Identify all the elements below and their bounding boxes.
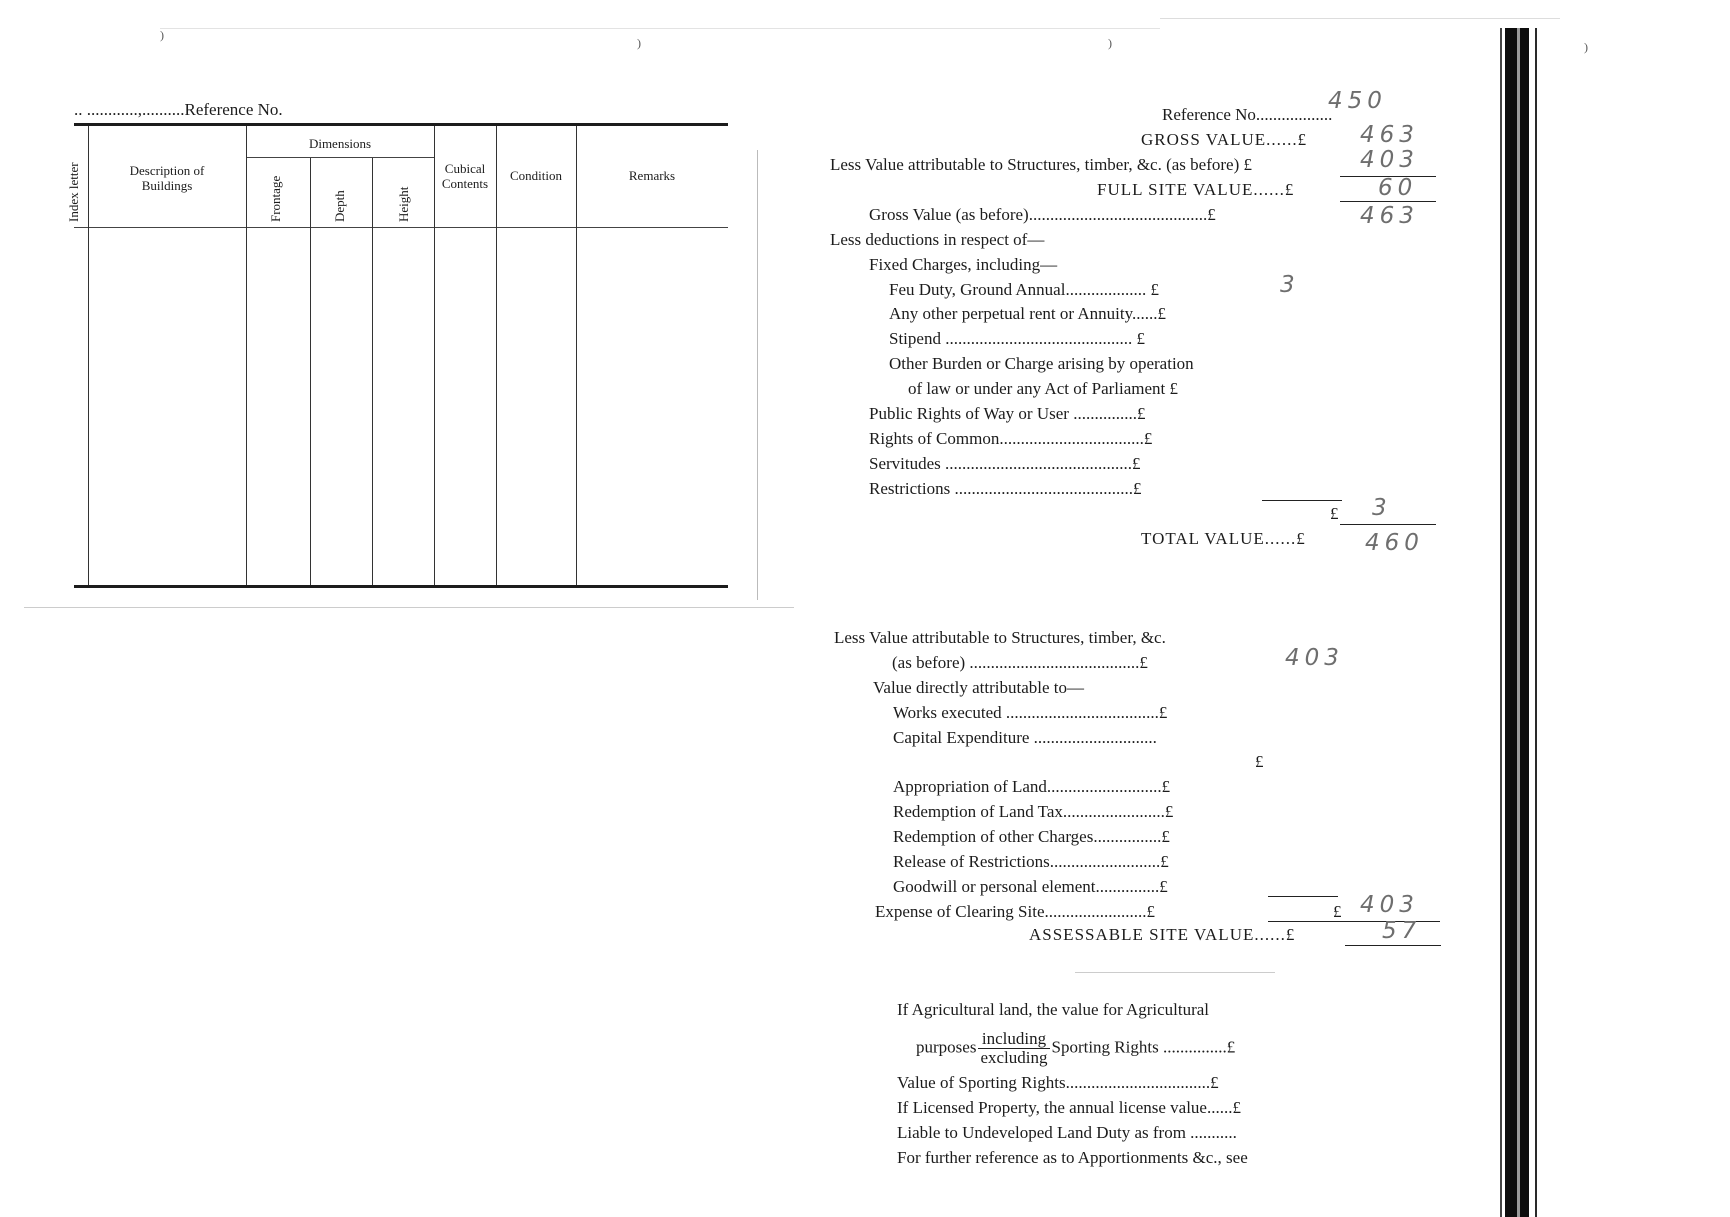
clearing-rule	[1268, 896, 1338, 897]
punch-mark: )	[637, 36, 641, 50]
other-rent-label: Any other perpetual rent or Annuity......£	[889, 304, 1166, 323]
assessable-rule	[1345, 945, 1441, 946]
less-structures-amount: 403	[1360, 147, 1419, 173]
restrictions-label: Restrictions ..........................................£	[869, 479, 1142, 498]
table-top-rule	[74, 123, 728, 126]
less-structures-label: Less Value attributable to Structures, timber, &c. (as before) £	[830, 155, 1252, 174]
agricultural-purposes-line	[916, 1030, 1235, 1067]
deductions-rule	[1262, 500, 1342, 501]
works-executed-label: Works executed ....................................£	[893, 703, 1168, 722]
fixed-charges-label: Fixed Charges, including—	[869, 255, 1058, 274]
buildings-reference-label: .. ............,..........Reference No.	[74, 100, 283, 119]
value-directly-label: Value directly attributable to—	[873, 678, 1085, 697]
undeveloped-land-label: Liable to Undeveloped Land Duty as from ...........	[897, 1123, 1237, 1142]
including-word: including	[978, 1030, 1049, 1049]
top-edge-shadow	[1160, 18, 1560, 19]
total-value-amount: 460	[1365, 530, 1424, 556]
valuation-reference-label: Reference No..................	[1162, 105, 1333, 124]
gross-as-before-label: Gross Value (as before)..........................................£	[869, 205, 1216, 224]
less-structures-2-label-1: Less Value attributable to Structures, timber, &c.	[834, 628, 1166, 647]
column-divider	[246, 126, 247, 585]
assessable-site-value-amount: 57	[1382, 918, 1422, 944]
section-separator	[1075, 972, 1275, 973]
full-site-value-label: FULL SITE VALUE......£	[1097, 180, 1295, 199]
redemption-land-tax-label: Redemption of Land Tax........................£	[893, 802, 1174, 821]
punch-mark: )	[1108, 36, 1112, 50]
redemption-other-label: Redemption of other Charges................£	[893, 827, 1170, 846]
goodwill-label: Goodwill or personal element...............£	[893, 877, 1168, 896]
less-structures-2-label-2: (as before) ........................................£	[892, 653, 1148, 672]
index-letter-header: Index letter	[66, 162, 81, 222]
assessable-site-value-label: ASSESSABLE SITE VALUE......£	[1029, 925, 1296, 944]
less-deductions-label: Less deductions in respect of—	[830, 230, 1045, 249]
punch-mark: )	[1584, 40, 1588, 54]
condition-header: Condition	[509, 168, 562, 183]
deductions-total-rule	[1340, 524, 1436, 525]
gross-value-label: GROSS VALUE......£	[1141, 130, 1308, 149]
other-burden-label-2: of law or under any Act of Parliament £	[908, 379, 1179, 398]
column-divider	[310, 158, 311, 585]
fold-line	[24, 607, 794, 608]
reference-number-value: 450	[1328, 88, 1387, 114]
sporting-rights-text: Sporting Rights ...............£	[1051, 1037, 1236, 1057]
frontage-header: Frontage	[268, 175, 283, 222]
table-bottom-rule	[74, 585, 728, 588]
clearing-total-amount: 403	[1360, 892, 1419, 918]
height-header: Height	[396, 186, 411, 222]
rights-of-common-label: Rights of Common..................................£	[869, 429, 1153, 448]
description-header: Description of Buildings	[129, 163, 205, 193]
less-structures-2-amount: 403	[1285, 645, 1344, 671]
release-restrictions-label: Release of Restrictions..........................£	[893, 852, 1169, 871]
other-burden-label-1: Other Burden or Charge arising by operation	[889, 354, 1194, 373]
stipend-label: Stipend ............................................ £	[889, 329, 1145, 348]
deductions-total-amount: 3	[1372, 495, 1392, 521]
column-divider	[576, 126, 577, 585]
deductions-total-label: £	[1330, 504, 1339, 523]
top-edge-shadow	[160, 28, 1160, 29]
column-divider	[88, 126, 89, 585]
capital-expenditure-label: Capital Expenditure .............................	[893, 728, 1157, 747]
feu-duty-amount: 3	[1280, 272, 1300, 298]
capital-expenditure-pound: £	[1255, 752, 1264, 771]
dimensions-rule	[246, 157, 434, 158]
binding-highlight	[1517, 28, 1520, 1217]
punch-mark: )	[160, 28, 164, 42]
binding-edge	[1535, 28, 1537, 1217]
feu-duty-label: Feu Duty, Ground Annual................... £	[889, 280, 1159, 299]
dimensions-header: Dimensions	[308, 136, 372, 151]
page-edge	[757, 150, 758, 600]
full-site-value-amount: 60	[1378, 175, 1418, 201]
total-value-label: TOTAL VALUE......£	[1141, 529, 1306, 548]
remarks-header: Remarks	[628, 168, 676, 183]
cubical-contents-header: Cubical Contents	[441, 161, 489, 191]
sporting-value-label: Value of Sporting Rights..................................£	[897, 1073, 1219, 1092]
column-divider	[496, 126, 497, 585]
public-rights-label: Public Rights of Way or User ...............£	[869, 404, 1146, 423]
clearing-total-label: £	[1333, 902, 1342, 921]
table-header-rule	[74, 227, 728, 228]
depth-header: Depth	[332, 190, 347, 222]
binding-edge	[1500, 28, 1502, 1217]
agricultural-label: If Agricultural land, the value for Agricultural	[897, 1000, 1210, 1019]
including-excluding-fraction	[978, 1030, 1049, 1067]
gross-value-amount: 463	[1360, 122, 1419, 148]
servitudes-label: Servitudes ............................................£	[869, 454, 1141, 473]
total-rule	[1340, 201, 1436, 202]
purposes-word: purposes	[916, 1037, 977, 1057]
appropriation-label: Appropriation of Land...........................£	[893, 777, 1171, 796]
gross-as-before-amount: 463	[1360, 203, 1419, 229]
further-reference-label: For further reference as to Apportionments &c., see	[897, 1148, 1248, 1167]
licensed-property-label: If Licensed Property, the annual license value......£	[897, 1098, 1241, 1117]
expense-clearing-label: Expense of Clearing Site........................£	[875, 902, 1155, 921]
excluding-word: excluding	[980, 1048, 1048, 1067]
column-divider	[372, 158, 373, 585]
column-divider	[434, 126, 435, 585]
